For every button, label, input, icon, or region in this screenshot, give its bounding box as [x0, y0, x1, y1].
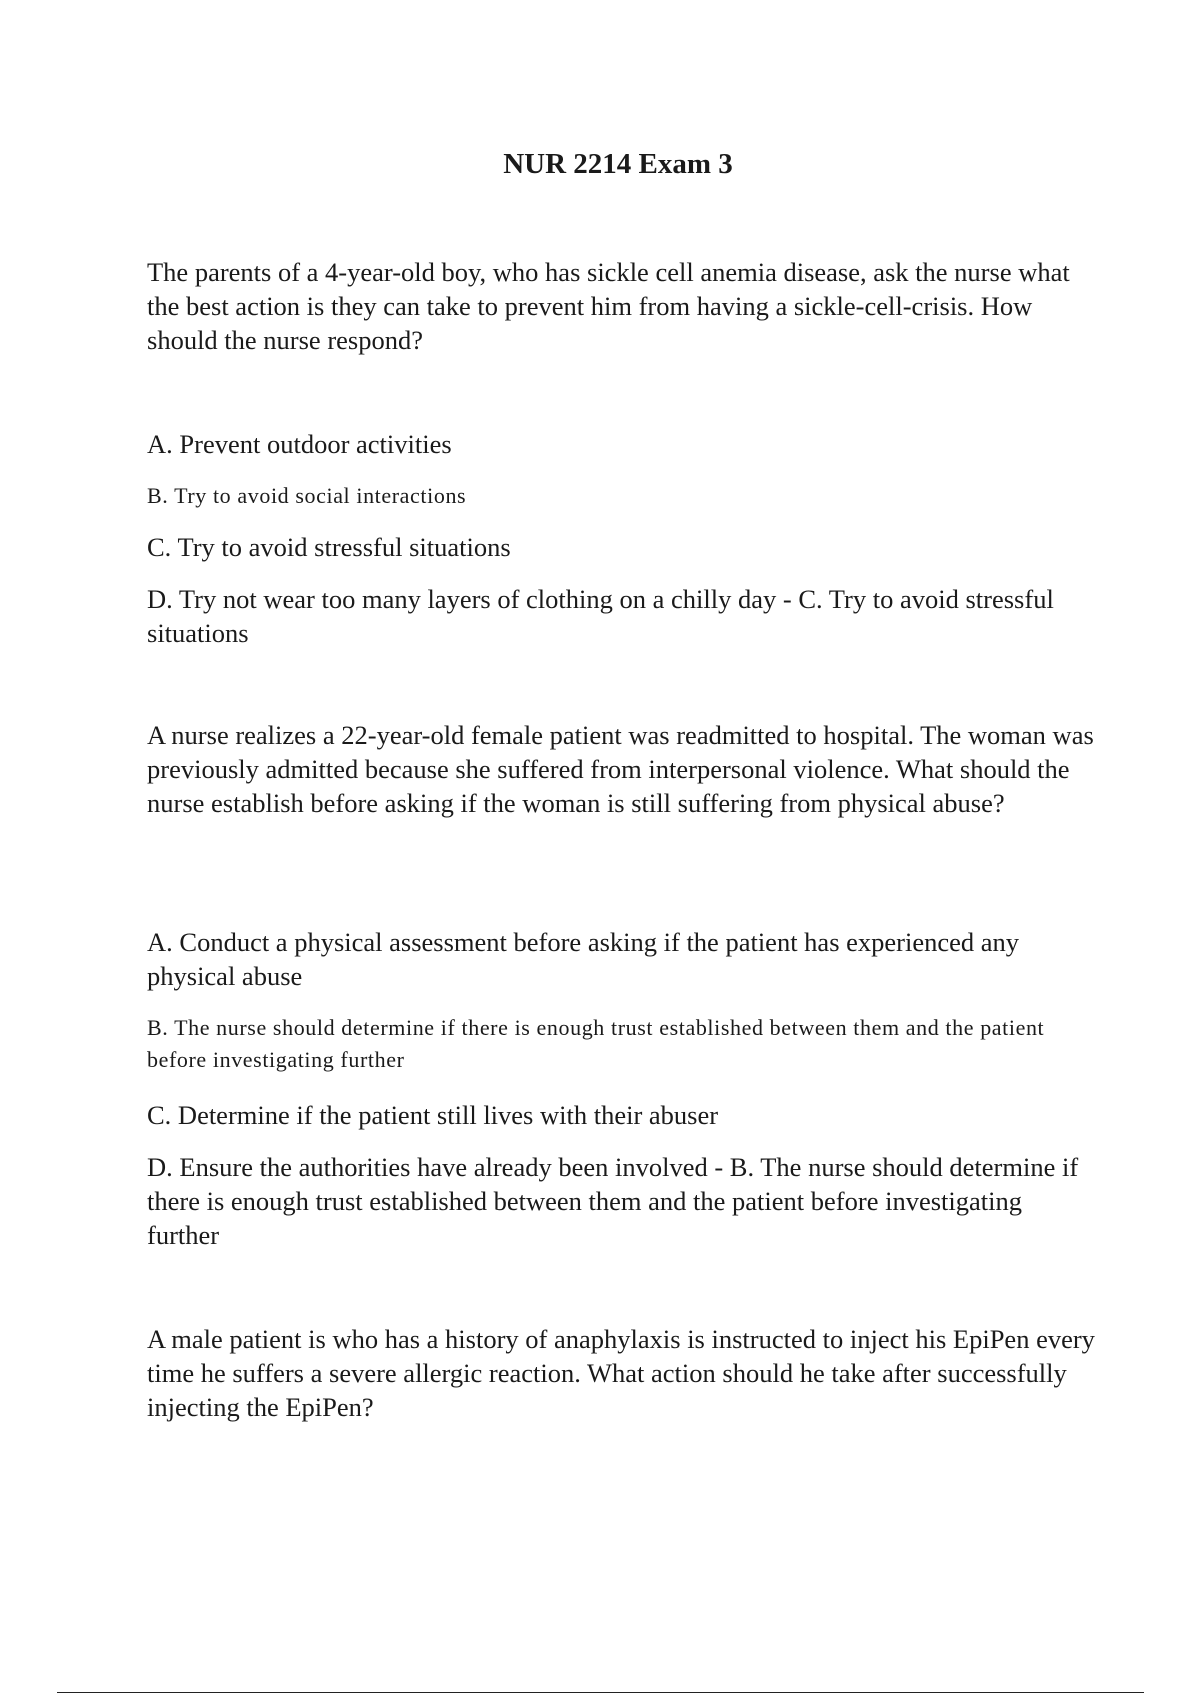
question-1-stem: The parents of a 4-year-old boy, who has sickle cell anemia disease, ask the nurse what the best action is they can take to prevent him from having a sickle-cell-crisis. How should the nurse respond? [147, 257, 1070, 355]
question-3-stem: A male patient is who has a history of anaphylaxis is instructed to inject his EpiPen every time he suffers a severe allergic reaction. What action should he take after successfully injecting the EpiPen? [147, 1324, 1095, 1422]
question-2-option-c: C. Determine if the patient still lives with their abuser [147, 1100, 719, 1130]
question-1-option-d: D. Try not wear too many layers of clothing on a chilly day - C. Try to avoid stressful situations [147, 584, 1054, 648]
question-1-option-b: B. Try to avoid social interactions [147, 483, 467, 508]
question-2-stem: A nurse realizes a 22-year-old female patient was readmitted to hospital. The woman was previously admitted because she suffered from interpersonal violence. What should the nurse establish before asking if the woman is still suffering from physical abuse? [147, 720, 1094, 818]
question-2-option-d: D. Ensure the authorities have already been involved - B. The nurse should determine if there is enough trust established between them and the patient before investigating further [147, 1152, 1079, 1250]
footer-rule [57, 1692, 1144, 1693]
question-1-option-c: C. Try to avoid stressful situations [147, 532, 511, 562]
document-title: NUR 2214 Exam 3 [503, 148, 733, 180]
question-1-option-a: A. Prevent outdoor activities [147, 429, 452, 459]
question-2-option-b: B. The nurse should determine if there is enough trust established between them and the patient before investigating further [147, 1015, 1045, 1072]
question-2-option-a: A. Conduct a physical assessment before asking if the patient has experienced any physical abuse [147, 927, 1020, 991]
